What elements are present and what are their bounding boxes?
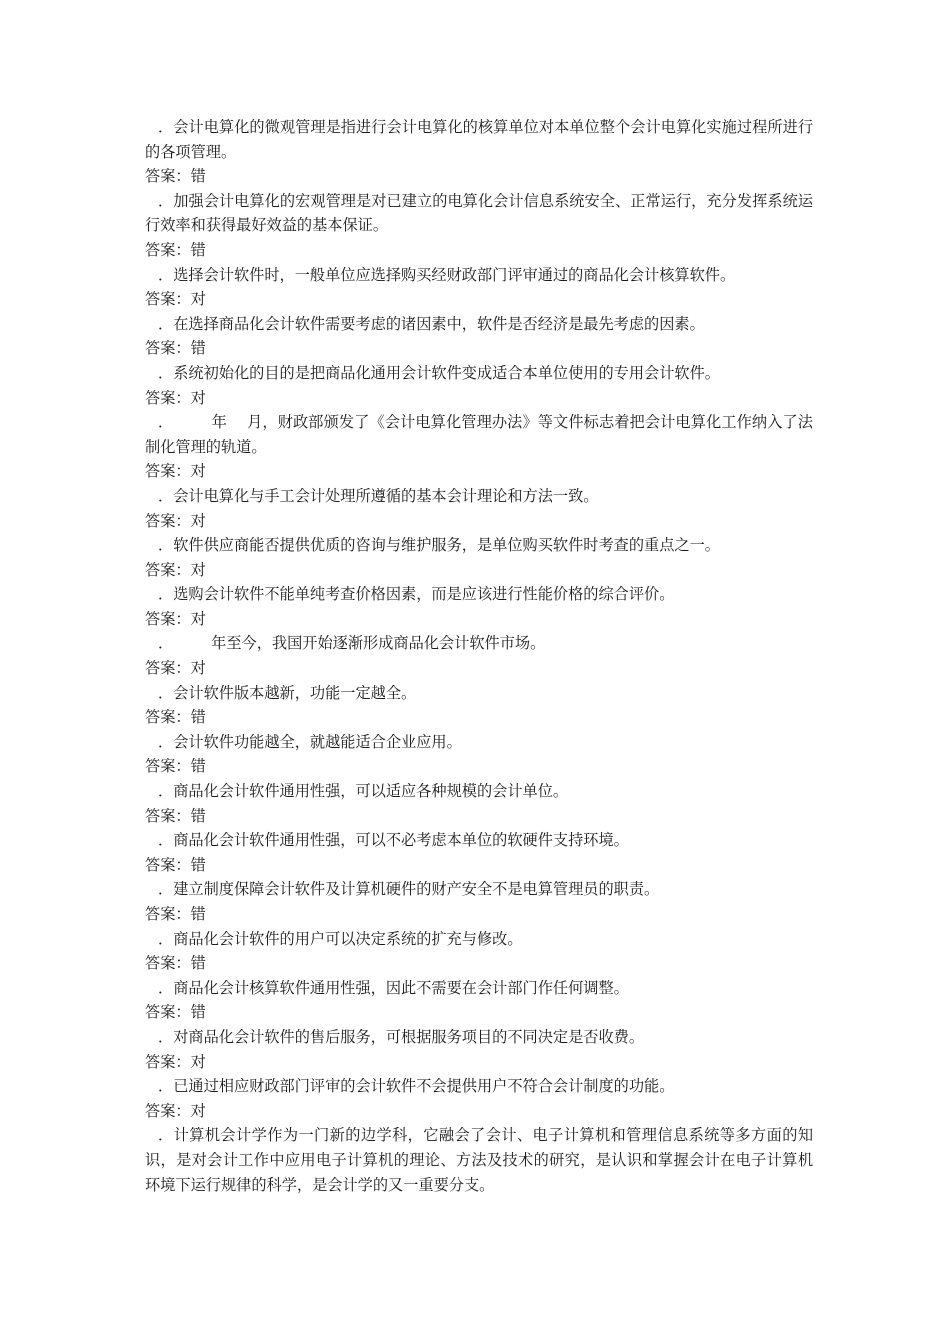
question-text: ．商品化会计软件通用性强，可以适应各种规模的会计单位。 [158,782,569,801]
answer-text: 答案：错 [145,806,206,825]
question-text: ．选择会计软件时，一般单位应选择购买经财政部门评审通过的商品化会计核算软件。 [158,265,736,284]
question-text: ．选购会计软件不能单纯考查价格因素，而是应该进行性能价格的综合评价。 [158,585,675,604]
question-item [145,1025,813,1074]
question-text: ．已通过相应财政部门评审的会计软件不会提供用户不符合会计制度的功能。 [158,1077,675,1096]
question-text: ．商品化会计软件的用户可以决定系统的扩充与修改。 [158,929,523,948]
answer-text: 答案：错 [145,240,206,259]
question-text: ．会计软件版本越新，功能一定越全。 [158,683,417,702]
question-text: ．系统初始化的目的是把商品化通用会计软件变成适合本单位使用的专用会计软件。 [158,363,720,382]
answer-text: 答案：错 [145,708,206,727]
question-item [145,410,813,484]
question-text: ．加强会计电算化的宏观管理是对已建立的电算化会计信息系统安全、正常运行，充分发挥系统运行效率和获得最好效益的基本保证。 [145,191,813,235]
question-item [145,730,813,779]
question-item [145,484,813,533]
question-item [145,681,813,730]
answer-text: 答案：错 [145,339,206,358]
question-text: ． 年至今，我国开始逐渐形成商品化会计软件市场。 [158,634,546,653]
answer-text: 答案：错 [145,757,206,776]
answer-text: 答案：对 [145,1101,206,1120]
question-text: ．商品化会计软件通用性强，可以不必考虑本单位的软硬件支持环境。 [158,831,629,850]
question-item [145,976,813,1025]
question-text: ．计算机会计学作为一门新的边学科，它融会了会计、电子计算机和管理信息系统等多方面的知识，是对会计工作中应用电子计算机的理论、方法及技术的研究，是认识和掌握会计在电子计算机环境下运行规律的科学，是会计学的又一重要分支。 [145,1126,813,1194]
question-text: ．对商品化会计软件的售后服务，可根据服务项目的不同决定是否收费。 [158,1027,644,1046]
question-item [145,361,813,410]
question-item [145,877,813,926]
answer-text: 答案：对 [145,609,206,628]
answer-text: 答案：错 [145,855,206,874]
question-item [145,533,813,582]
question-text: ．在选择商品化会计软件需要考虑的诸因素中，软件是否经济是最先考虑的因素。 [158,314,705,333]
answer-text: 答案：错 [145,167,206,186]
question-item [145,312,813,361]
answer-text: 答案：对 [145,659,206,678]
question-item [145,189,813,263]
question-text: ．会计电算化与手工会计处理所遵循的基本会计理论和方法一致。 [158,486,599,505]
question-text: ．会计电算化的微观管理是指进行会计电算化的核算单位对本单位整个会计电算化实施过程所进行的各项管理。 [145,118,813,161]
question-item [145,779,813,828]
answer-text: 答案：对 [145,462,206,481]
document-page [145,115,813,1197]
answer-text: 答案：对 [145,560,206,579]
answer-text: 答案：错 [145,1003,206,1022]
question-text: ．软件供应商能否提供优质的咨询与维护服务，是单位购买软件时考查的重点之一。 [158,536,720,555]
answer-text: 答案：对 [145,388,206,407]
answer-text: 答案：错 [145,954,206,973]
question-item [145,582,813,631]
question-text: ．商品化会计核算软件通用性强，因此不需要在会计部门作任何调整。 [158,978,629,997]
answer-text: 答案：对 [145,1052,206,1071]
question-text: ．建立制度保障会计软件及计算机硬件的财产安全不是电算管理员的职责。 [158,880,660,899]
question-item [145,115,813,189]
answer-text: 答案：错 [145,905,206,923]
answer-text: 答案：对 [145,511,206,530]
question-item [145,631,813,680]
question-item [145,828,813,877]
question-item [145,927,813,976]
question-text: ．会计软件功能越全，就越能适合企业应用。 [158,732,462,751]
question-item [145,263,813,312]
answer-text: 答案：对 [145,290,206,309]
question-text: ． 年 月，财政部颁发了《会计电算化管理办法》等文件标志着把会计电算化工作纳入了法制化管理的轨道。 [145,413,813,456]
question-item [145,1123,813,1197]
question-item [145,1074,813,1123]
